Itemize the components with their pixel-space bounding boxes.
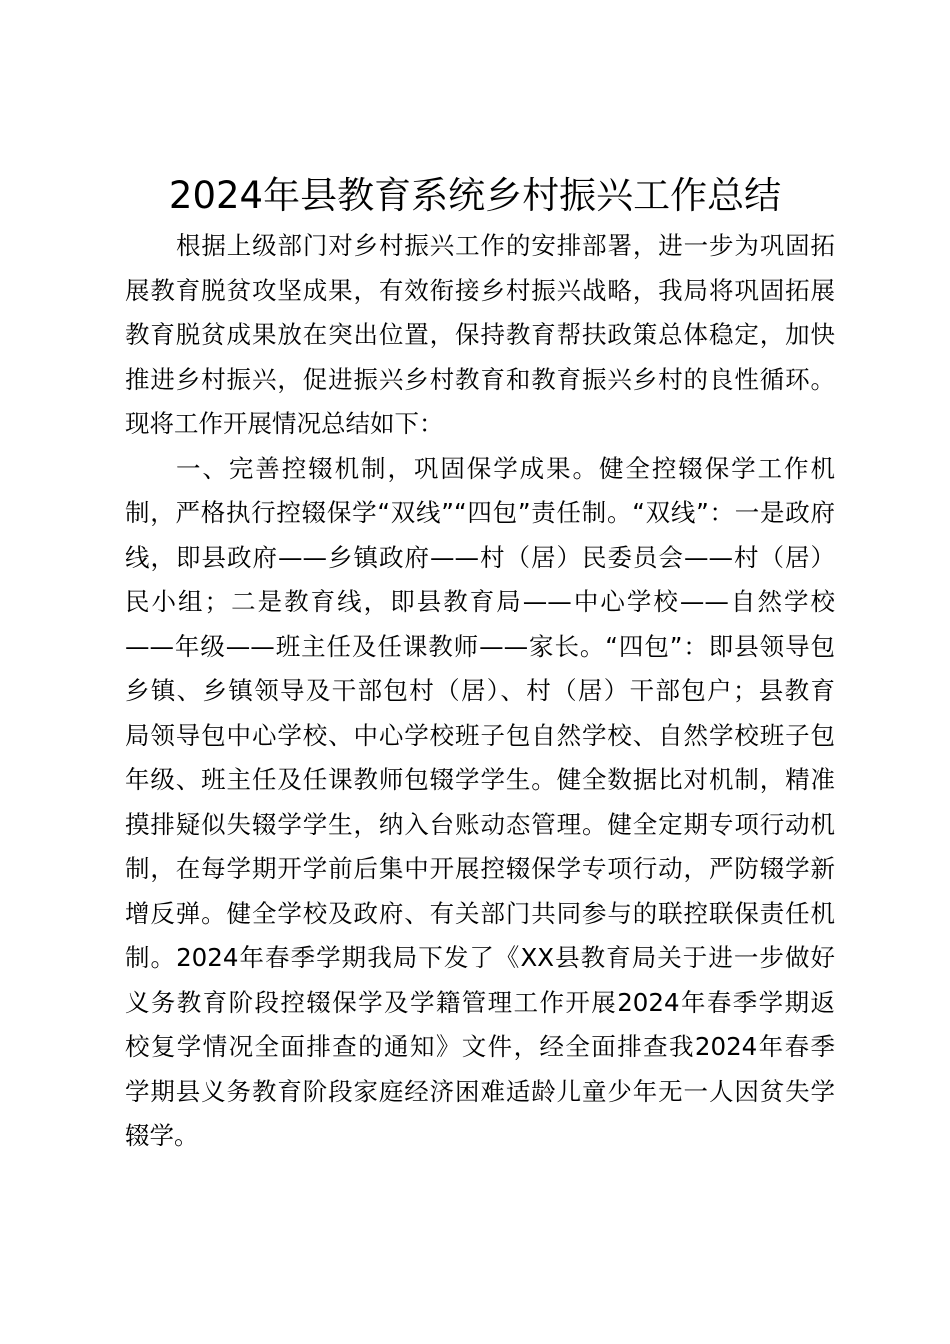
paragraph-line: 年级、班主任及任课教师包辍学学生。健全数据比对机制，精准	[125, 765, 835, 794]
paragraph-intro	[125, 224, 835, 447]
document-body	[125, 224, 835, 1159]
paragraph-line: 辍学。	[125, 1121, 199, 1150]
document-title: 2024年县教育系统乡村振兴工作总结	[168, 174, 782, 217]
paragraph-line: 乡镇、乡镇领导及干部包村（居）、村（居）干部包户；县教育	[125, 676, 835, 705]
paragraph-line: ——年级——班主任及任课教师——家长。“四包”：即县领导包	[125, 631, 835, 661]
paragraph-line: 线，即县政府——乡镇政府——村（居）民委员会——村（居）	[125, 542, 835, 572]
paragraph-line: 一、完善控辍机制，巩固保学成果。健全控辍保学工作机	[176, 453, 835, 483]
paragraph-line: 制，严格执行控辍保学“双线”“四包”责任制。“双线”：一是政府	[125, 498, 835, 527]
paragraph-line: 制。2024年春季学期我局下发了《XX县教育局关于进一步做好	[125, 943, 835, 972]
paragraph-line: 学期县义务教育阶段家庭经济困难适龄儿童少年无一人因贫失学	[125, 1076, 835, 1106]
paragraph-line: 摸排疑似失辍学学生，纳入台账动态管理。健全定期专项行动机	[125, 809, 835, 839]
paragraph-line: 推进乡村振兴，促进振兴乡村教育和教育振兴乡村的良性循环。	[125, 364, 835, 394]
paragraph-section-one	[125, 447, 835, 1159]
paragraph-line: 局领导包中心学校、中心学校班子包自然学校、自然学校班子包	[125, 720, 835, 750]
paragraph-line: 增反弹。健全学校及政府、有关部门共同参与的联控联保责任机	[125, 898, 835, 928]
paragraph-line: 制，在每学期开学前后集中开展控辍保学专项行动，严防辍学新	[125, 854, 835, 883]
paragraph-line: 校复学情况全面排查的通知》文件，经全面排查我2024年春季	[125, 1032, 835, 1061]
paragraph-line: 根据上级部门对乡村振兴工作的安排部署，进一步为巩固拓	[176, 231, 835, 260]
paragraph-line: 义务教育阶段控辍保学及学籍管理工作开展2024年春季学期返	[125, 987, 835, 1017]
paragraph-line: 展教育脱贫攻坚成果，有效衔接乡村振兴战略，我局将巩固拓展	[125, 275, 835, 305]
paragraph-line: 民小组；二是教育线，即县教育局——中心学校——自然学校	[125, 587, 835, 616]
paragraph-line: 现将工作开展情况总结如下：	[125, 409, 444, 438]
paragraph-line: 教育脱贫成果放在突出位置，保持教育帮扶政策总体稳定，加快	[125, 320, 835, 349]
